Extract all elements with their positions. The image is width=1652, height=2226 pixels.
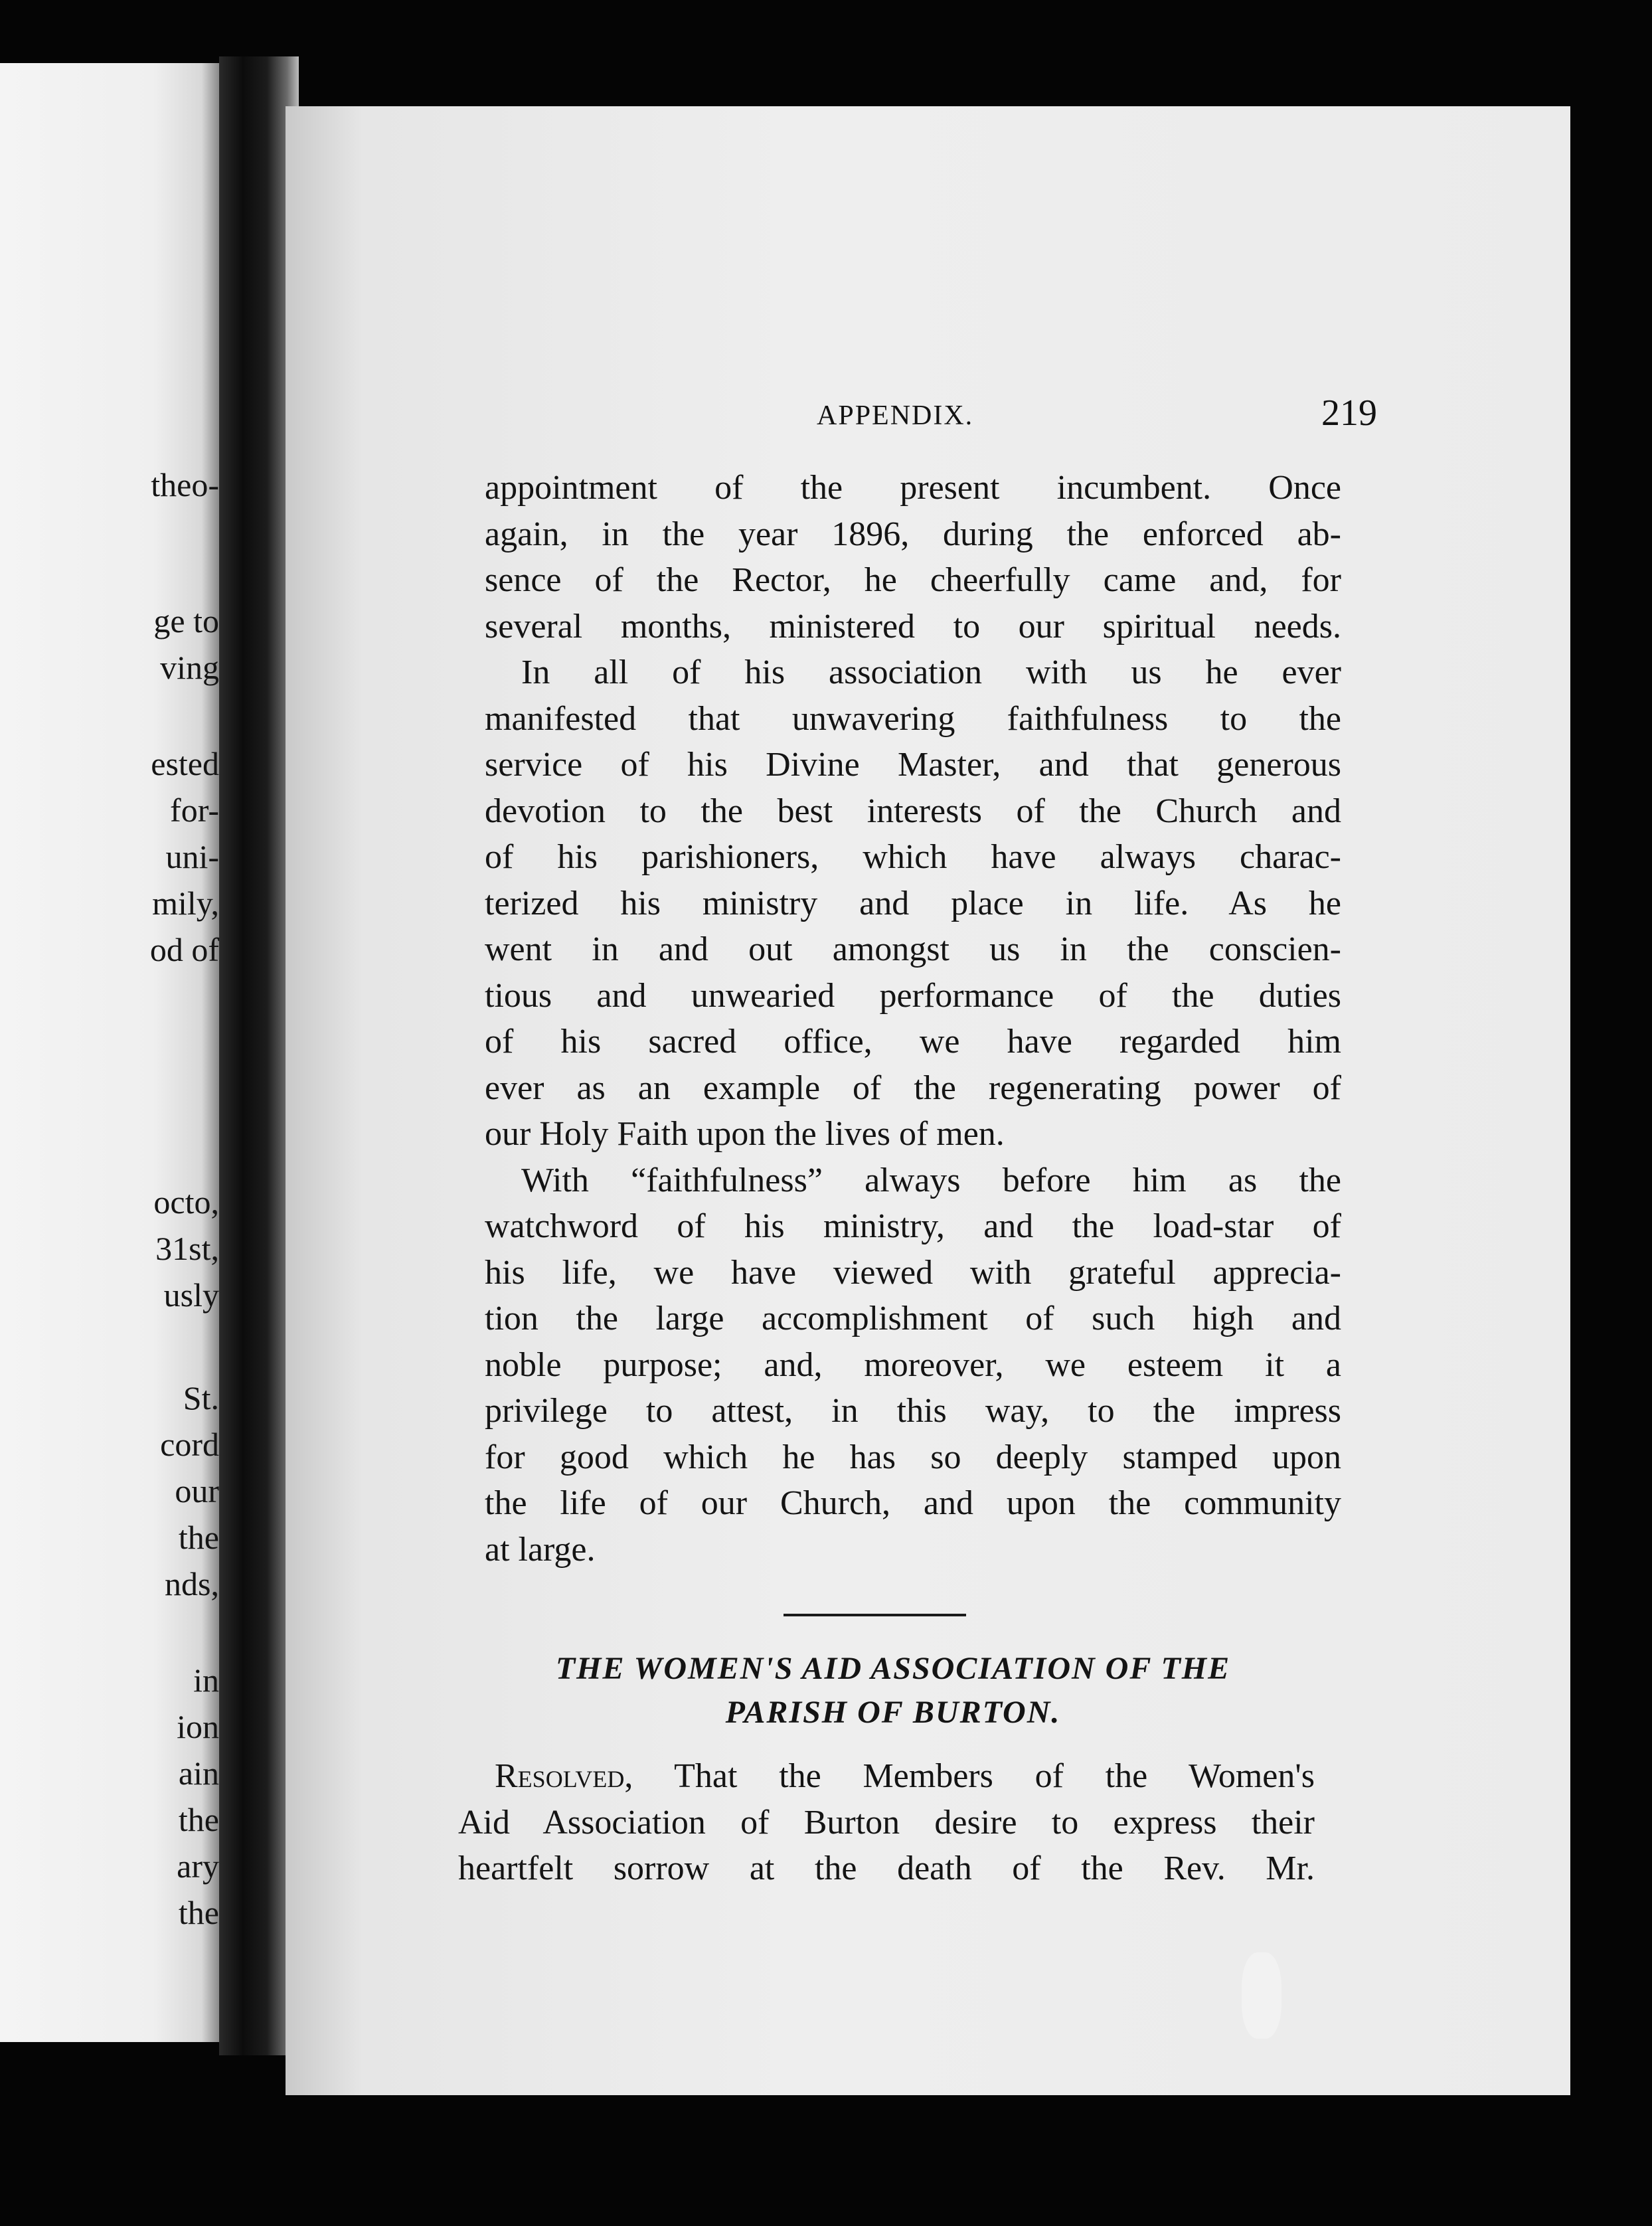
left-page-fragment: uni- [165, 838, 219, 875]
text-line: tion the large accomplishment of such high and [485, 1300, 1341, 1337]
left-page-fragment: ested [151, 745, 219, 782]
page-number: 219 [1321, 392, 1377, 434]
text-line: devotion to the best interests of the Church and [485, 792, 1341, 830]
text-line: sence of the Rector, he cheerfully came and, for [485, 561, 1341, 599]
left-page-fragment: in [193, 1662, 219, 1699]
previous-page [0, 63, 219, 2042]
text-line: our Holy Faith upon the lives of men. [485, 1115, 1005, 1153]
text-line: manifested that unwavering faithfulness to the [485, 699, 1341, 738]
left-page-fragment: ving [160, 649, 219, 686]
text-line: heartfelt sorrow at the death of the Rev. Mr. [458, 1849, 1315, 1887]
text-line: terized his ministry and place in life. As he [485, 884, 1341, 922]
left-page-fragment: the [178, 1894, 219, 1931]
text-line [458, 1753, 1315, 1800]
left-page-fragment: od of [149, 931, 219, 968]
resolution-text: That the Members of the Women's [633, 1757, 1315, 1795]
text-line: With “faithfulness” always before him as the [521, 1161, 1341, 1199]
section-heading-line: PARISH OF BURTON. [725, 1695, 1061, 1730]
text-line: for good which he has so deeply stamped upon [485, 1438, 1341, 1476]
left-page-fragment: cord [160, 1426, 219, 1463]
left-page-fragment: mily, [152, 885, 219, 922]
text-line: watchword of his ministry, and the load-star of [485, 1207, 1341, 1245]
text-line: In all of his association with us he ever [521, 653, 1341, 691]
left-page-fragment: 31st, [155, 1230, 219, 1267]
left-page-fragment: usly [163, 1276, 219, 1314]
text-line: of his sacred office, we have regarded him [485, 1023, 1341, 1061]
running-title: APPENDIX. [817, 400, 974, 431]
left-page-fragment: ary [177, 1847, 219, 1885]
text-line: service of his Divine Master, and that generous [485, 746, 1341, 784]
text-line: went in and out amongst us in the conscien- [485, 930, 1341, 968]
left-page-fragment: octo, [153, 1183, 219, 1221]
left-page-fragment: the [178, 1519, 219, 1556]
text-line: the life of our Church, and upon the community [485, 1484, 1341, 1522]
left-page-fragment: our [175, 1472, 219, 1509]
text-line: of his parishioners, which have always charac- [485, 838, 1341, 876]
text-line: noble purpose; and, moreover, we esteem it a [485, 1345, 1341, 1384]
running-head [286, 392, 1604, 432]
text-line: appointment of the present incumbent. Once [485, 469, 1341, 507]
left-page-fragment: the [178, 1801, 219, 1838]
resolution-lead: Resolved, [495, 1757, 633, 1795]
section-divider [784, 1614, 966, 1616]
text-line: again, in the year 1896, during the enforced ab- [485, 515, 1341, 553]
resolution-paragraph [458, 1753, 1315, 1892]
text-line: several months, ministered to our spiritual needs. [485, 607, 1341, 645]
left-page-fragment: ain [178, 1755, 219, 1792]
left-page-fragment: nds, [165, 1565, 219, 1602]
left-page-fragment: ion [177, 1708, 219, 1745]
text-line: Aid Association of Burton desire to express their [458, 1803, 1315, 1841]
left-page-fragment: St. [183, 1379, 219, 1416]
text-line: at large. [485, 1530, 596, 1569]
left-page-fragment: theo- [151, 466, 219, 503]
text-line: his life, we have viewed with grateful apprecia- [485, 1253, 1341, 1292]
paper-blemish [1242, 1952, 1281, 2039]
section-heading-line: THE WOMEN'S AID ASSOCIATION OF THE [555, 1651, 1231, 1686]
text-line: ever as an example of the regenerating power of [485, 1069, 1341, 1107]
text-line: privilege to attest, in this way, to the impress [485, 1392, 1341, 1430]
left-page-fragment: for- [170, 792, 219, 829]
text-line: tious and unwearied performance of the duties [485, 976, 1341, 1015]
section-heading [465, 1647, 1321, 1735]
left-page-fragment: ge to [153, 602, 219, 640]
body-text [485, 465, 1341, 1573]
